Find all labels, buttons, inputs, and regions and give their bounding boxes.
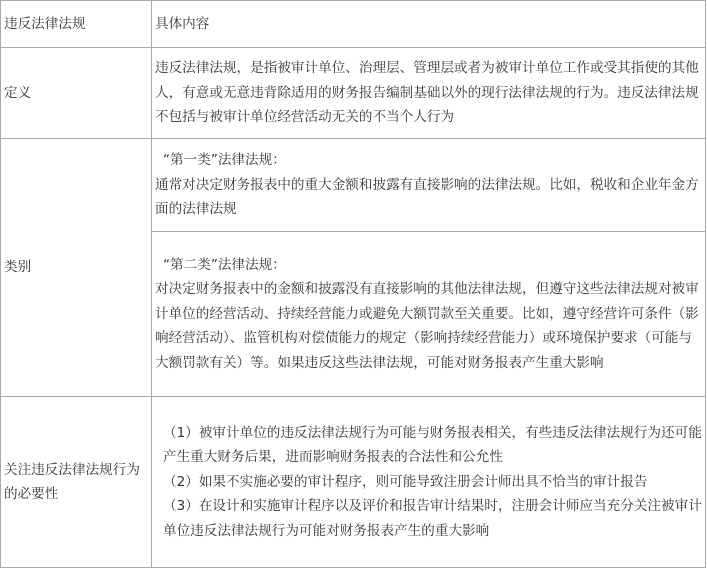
necessity-point-2: （2）如果不实施必要的审计程序，则可能导致注册会计师出具不恰当的审计报告	[163, 473, 648, 490]
necessity-cell	[152, 397, 706, 568]
table-row-necessity	[1, 397, 706, 568]
category-first-cell	[152, 139, 706, 232]
necessity-point-3: （3）在设计和实施审计程序以及评价和报告审计结果时，注册会计师应当充分关注被审计单位违反法律法规行为可能对财务报表产生的重大影响	[163, 498, 702, 539]
table-row-definition	[1, 48, 706, 139]
category-label: 类别	[1, 139, 152, 397]
category-first-text: 通常对决定财务报表中的重大金额和披露有直接影响的法律法规。比如，税收和企业年金方面的法律法规	[155, 176, 699, 218]
header-cell-content: 具体内容	[152, 1, 706, 48]
table-header-row	[1, 1, 706, 48]
category-second-title: “第二类”法律法规：	[163, 256, 286, 273]
header-cell-topic: 违反法律法规	[1, 1, 152, 48]
table-row-category-first	[1, 139, 706, 232]
category-second-text: 对决定财务报表中的金额和披露没有直接影响的其他法律法规，但遵守这些法律法规对被审计单位的经营活动、持续经营能力或避免大额罚款至关重要。比如，遵守经营许可条件（影响经营活动）、监管机构对偿债能力的规定（影响持续经营能力）或环境保护要求（可能与大额罚款有关）等。如果违反这些法律法规，可能对财务报表产生重大影响	[155, 281, 699, 371]
category-first-title: “第一类”法律法规：	[163, 152, 286, 169]
necessity-point-1: （1）被审计单位的违反法律法规行为可能与财务报表相关，有些违反法律法规行为还可能产生重大财务后果，进而影响财务报表的合法性和公允性	[163, 424, 702, 466]
definition-text: 违反法律法规，是指被审计单位、治理层、管理层或者为被审计单位工作或受其指使的其他人，有意或无意违背除适用的财务报告编制基础以外的现行法律法规的行为。违反法律法规不包括与被审计单位经营活动无关的不当个人行为	[152, 48, 706, 139]
necessity-label: 关注违反法律法规行为的必要性	[1, 397, 152, 568]
definition-label: 定义	[1, 48, 152, 139]
category-second-cell	[152, 232, 706, 397]
